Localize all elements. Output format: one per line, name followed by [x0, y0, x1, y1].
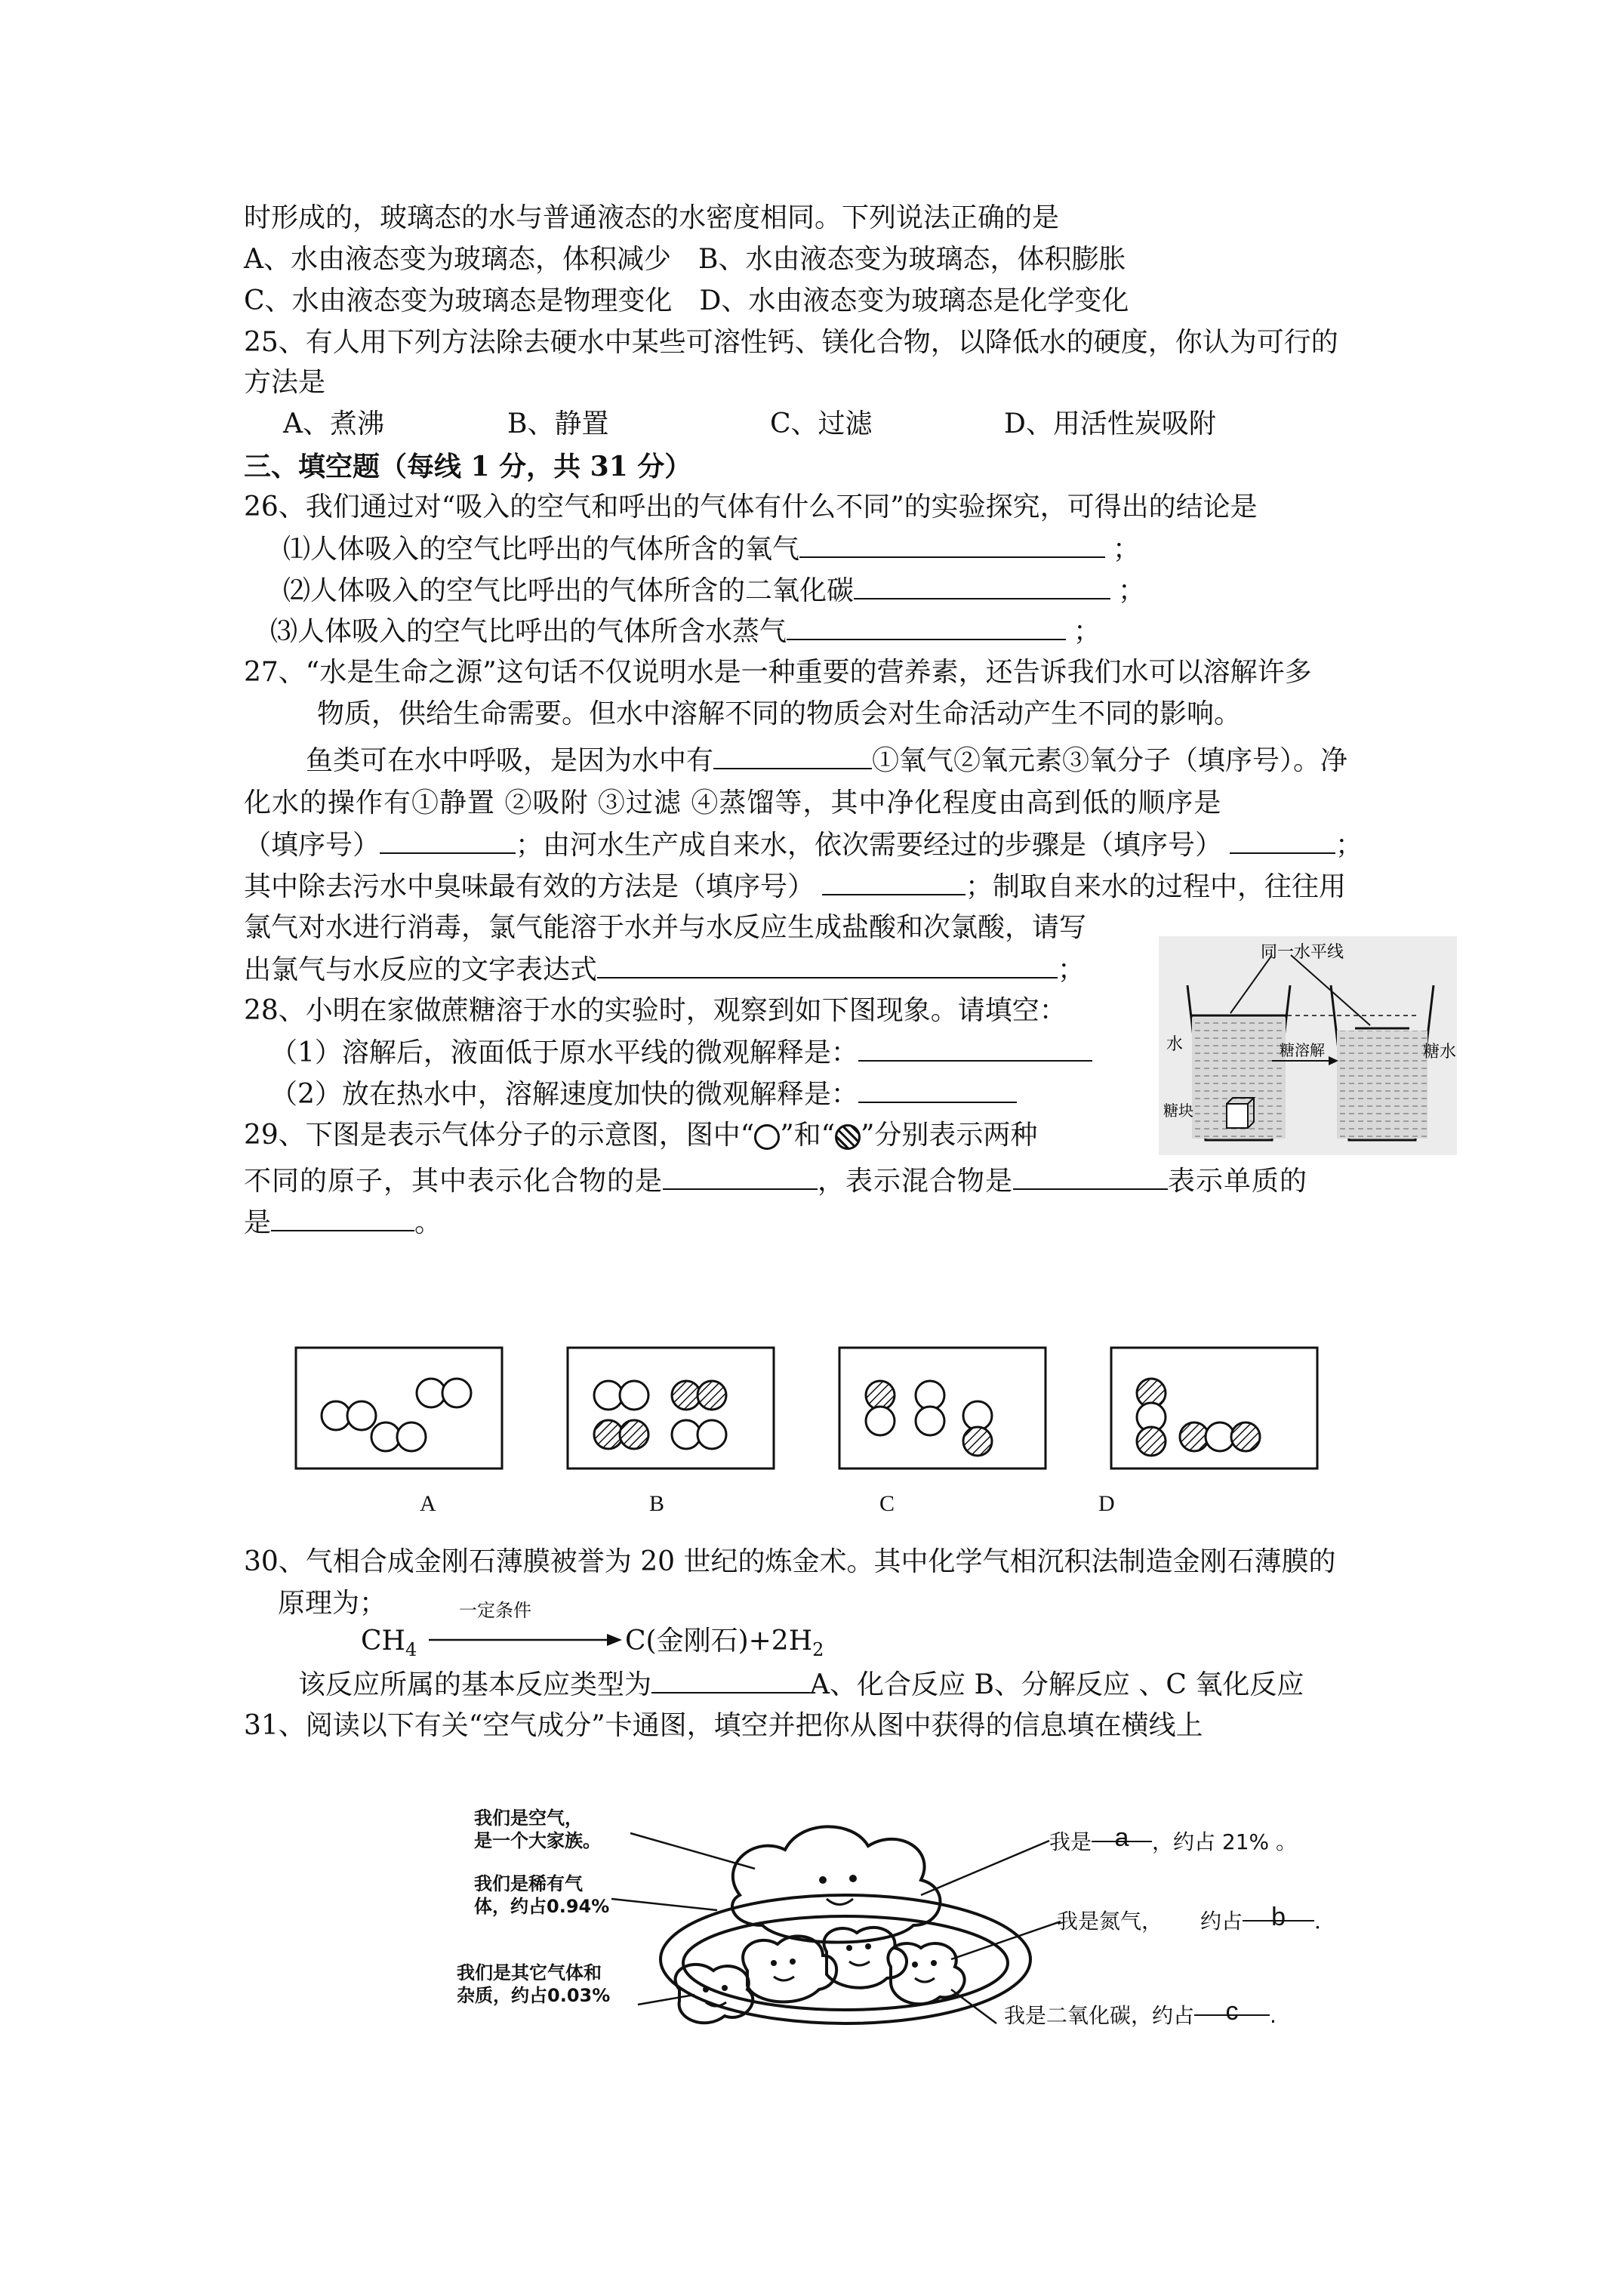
question-30-stem-2: 原理为； [278, 1588, 387, 1619]
answer-blank[interactable] [858, 1076, 1017, 1103]
question-30-line-4: 该反应所属的基本反应类型为 A、化合反应 B、分解反应 、C 氧化反应 [298, 1666, 1304, 1703]
question-29-line-2: 不同的原子，其中表示化合物的是 ，表示混合物是 表示单质的 [244, 1163, 1307, 1200]
answer-blank[interactable] [1230, 827, 1335, 854]
answer-blank-c[interactable]: c [1194, 1993, 1270, 2016]
sugar-dissolving-figure [1159, 936, 1457, 1155]
molecule-box-a [296, 1348, 502, 1469]
white-atom-icon [754, 1124, 780, 1150]
level-line-label: 同一水平线 [1261, 943, 1344, 962]
molecule-box-b [568, 1348, 774, 1469]
answer-blank-b[interactable]: b [1243, 1899, 1314, 1922]
box-label-a: A [420, 1491, 436, 1516]
molecule-box-d [1111, 1348, 1317, 1469]
q28-item-2: （2）放在热水中，溶解速度加快的微观解释是： [270, 1076, 1017, 1113]
question-25-stem-2: 方法是 [244, 367, 326, 398]
question-27-line-4: 化水的操作有①静置 ②吸附 ③过滤 ④蒸馏等，其中净化程度由高到低的顺序是 [244, 787, 1222, 818]
caption-nitrogen: 我是氮气， 约占 b . [1057, 1899, 1321, 1940]
question-31-stem: 31、阅读以下有关“空气成分”卡通图，填空并把你从图中获得的信息填在横线上 [244, 1710, 1203, 1741]
question-30-stem: 30、气相合成金刚石薄膜被誉为 20 世纪的炼金术。其中化学气相沉积法制造金刚石薄膜的 [244, 1546, 1336, 1577]
answer-blank[interactable] [799, 531, 1105, 558]
section-3-heading: 三、填空题（每线 1 分，共 31 分） [244, 451, 692, 482]
answer-blank[interactable] [713, 742, 872, 769]
answer-blank[interactable] [858, 1034, 1092, 1062]
answer-blank[interactable] [651, 1666, 810, 1693]
dissolve-label: 糖溶解 [1280, 1041, 1325, 1059]
caption-other-1: 我们是其它气体和 [457, 1962, 602, 1983]
hatched-atom-icon [835, 1124, 861, 1150]
reaction-condition: 一定条件 [459, 1600, 531, 1621]
caption-other-2: 杂质，约占0.03% [457, 1985, 611, 2006]
answer-blank-a[interactable]: a [1092, 1820, 1152, 1842]
option-line-cd: C、水由液态变为玻璃态是物理变化 D、水由液态变为玻璃态是化学变化 [244, 285, 1129, 316]
answer-blank[interactable] [597, 951, 1058, 978]
text-line-1: 时形成的，玻璃态的水与普通液态的水密度相同。下列说法正确的是 [244, 202, 1060, 233]
question-28-stem: 28、小明在家做蔗糖溶于水的实验时，观察到如下图现象。请填空： [244, 995, 1067, 1026]
answer-blank[interactable] [854, 572, 1110, 599]
question-27-line-8: 出氯气与水反应的文字表达式 ； [244, 951, 1085, 988]
molecule-box-c [839, 1348, 1046, 1469]
question-26-stem: 26、我们通过对“吸入的空气和呼出的气体有什么不同”的实验探究，可得出的结论是 [244, 492, 1258, 522]
reaction-products: C(金刚石)$+2H_2$ [625, 1626, 824, 1661]
answer-blank[interactable] [822, 868, 965, 895]
option-line-ab: A、水由液态变为玻璃态，体积减少 B、水由液态变为玻璃态，体积膨胀 [244, 244, 1126, 275]
answer-blank[interactable] [1013, 1163, 1168, 1190]
caption-co2: 我是二氧化碳，约占 c . [1004, 1993, 1277, 2034]
reaction-reactant: $CH_4$ [361, 1626, 417, 1661]
question-25-stem: 25、有人用下列方法除去硬水中某些可溶性钙、镁化合物，以降低水的硬度，你认为可行的 [244, 327, 1338, 358]
question-27-stem-2: 物质，供给生命需要。但水中溶解不同的物质会对生命活动产生不同的影响。 [317, 698, 1242, 729]
water-label: 水 [1166, 1035, 1184, 1054]
question-29-line-3: 是 。 [244, 1204, 442, 1241]
box-label-d: D [1098, 1491, 1115, 1516]
q26-item-1: ⑴人体吸入的空气比呼出的气体所含的氧气 ； [283, 531, 1140, 568]
q25-option-a: A、煮沸 [283, 408, 384, 439]
q25-option-d: D、用活性炭吸附 [1004, 408, 1216, 439]
caption-oxygen: 我是 a ，约占 21% 。 [1049, 1820, 1297, 1860]
caption-rare-gas-1: 我们是稀有气 [474, 1873, 583, 1894]
q26-item-3: ⑶人体吸入的空气比呼出的气体所含水蒸气 ； [270, 613, 1101, 650]
question-27-line-3: 鱼类可在水中呼吸，是因为水中有 ①氧气②氧元素③氧分子（填序号）。净 [306, 742, 1347, 779]
caption-air-1: 我们是空气， [474, 1808, 583, 1829]
sugar-water-label: 糖水 [1423, 1043, 1457, 1062]
question-27-line-5: （填序号） ；由河水生产成自来水，依次需要经过的步骤是（填序号） ； [244, 827, 1363, 864]
sugar-block-label: 糖块 [1163, 1102, 1193, 1120]
answer-blank[interactable] [787, 613, 1066, 640]
answer-blank[interactable] [271, 1204, 414, 1231]
question-27-stem: 27、“水是生命之源”这句话不仅说明水是一种重要的营养素，还告诉我们水可以溶解许多 [244, 657, 1312, 688]
q25-option-b: B、静置 [507, 408, 609, 439]
q26-item-2: ⑵人体吸入的空气比呼出的气体所含的二氧化碳 ； [283, 572, 1145, 609]
caption-rare-gas-2: 体，约占0.94% [474, 1896, 610, 1917]
box-label-b: B [649, 1491, 665, 1516]
question-27-line-7: 氯气对水进行消毒，氯气能溶于水并与水反应生成盐酸和次氯酸，请写 [244, 912, 1087, 943]
question-27-line-6: 其中除去污水中臭味最有效的方法是（填序号） ；制取自来水的过程中，往往用 [244, 868, 1346, 905]
answer-blank[interactable] [380, 827, 516, 854]
question-29-stem: 29、下图是表示气体分子的示意图，图中“ ”和“ ”分别表示两种 [244, 1120, 1038, 1151]
q28-item-1: （1）溶解后，液面低于原水平线的微观解释是： [270, 1034, 1092, 1071]
q25-option-c: C、过滤 [770, 408, 873, 439]
box-label-c: C [879, 1491, 895, 1516]
caption-air-2: 是一个大家族。 [474, 1830, 601, 1851]
answer-blank[interactable] [663, 1163, 818, 1190]
reaction-arrow [429, 1631, 624, 1649]
